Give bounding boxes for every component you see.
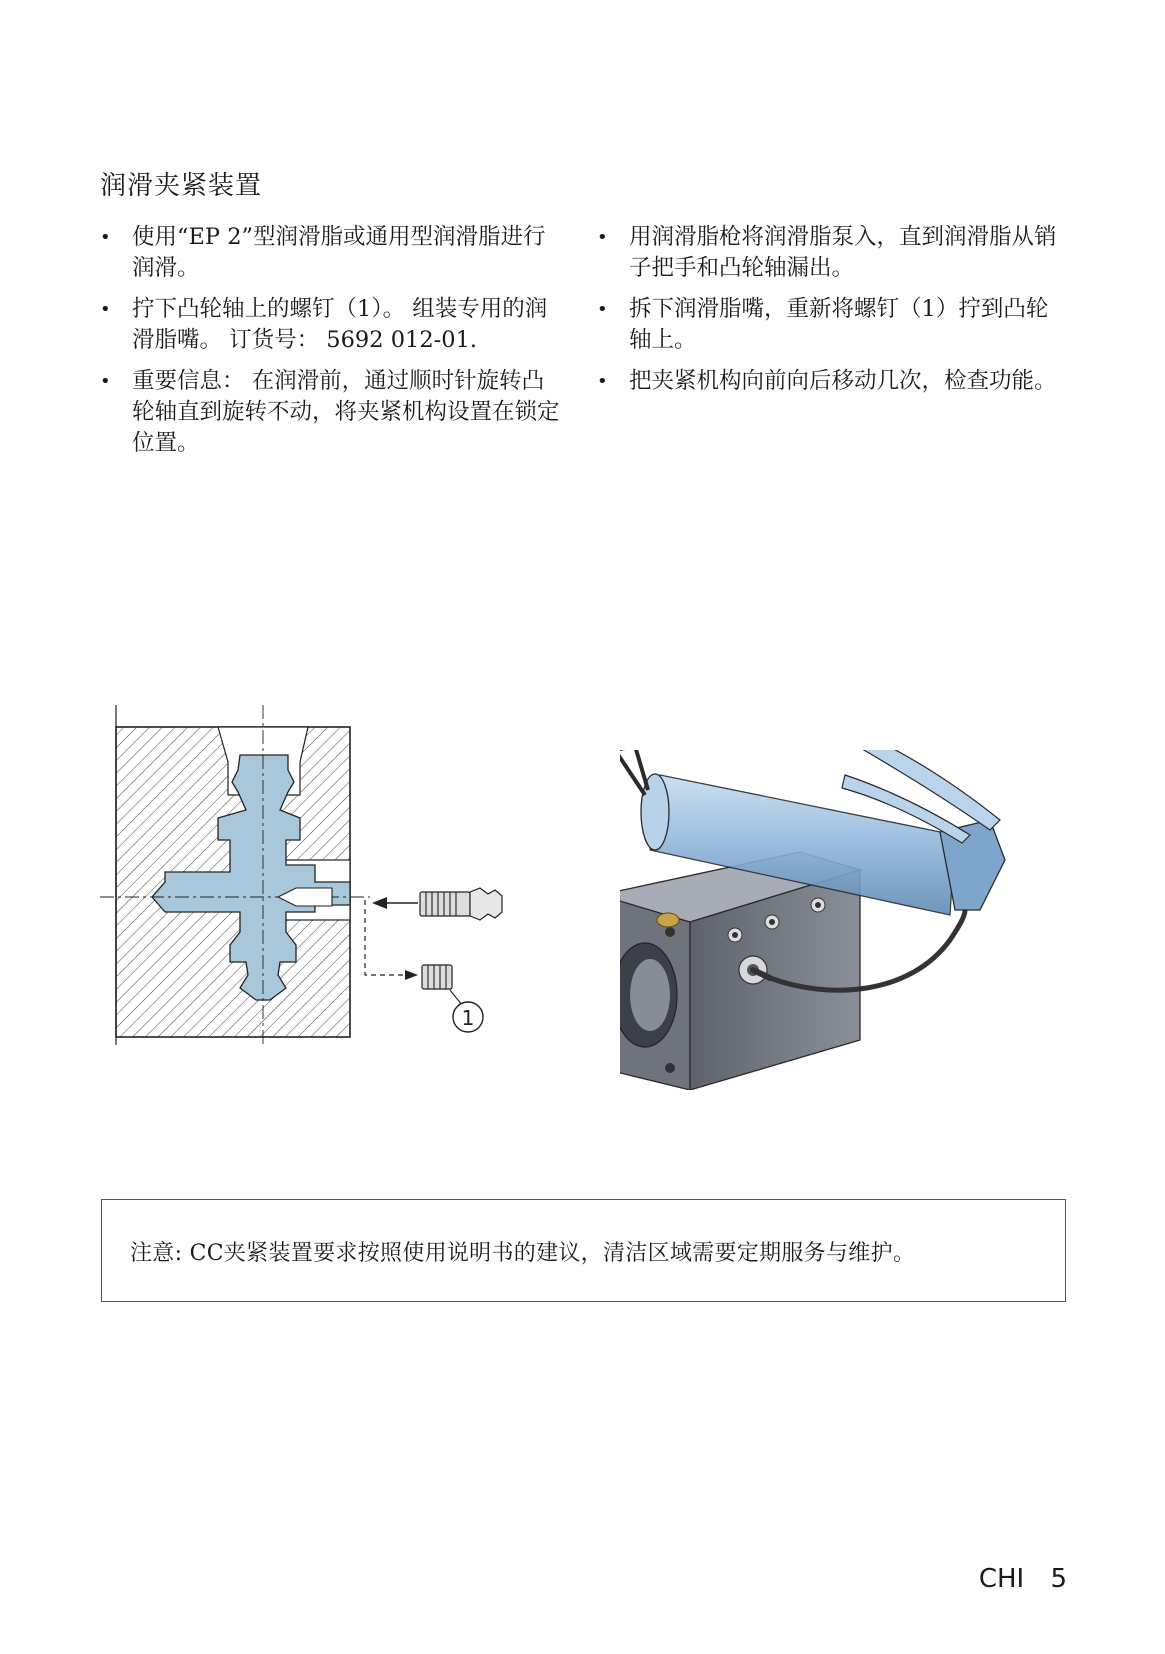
list-item: • 把夹紧机构向前向后移动几次，检查功能。	[597, 366, 1067, 397]
list-item: • 使用“EP 2”型润滑脂或通用型润滑脂进行润滑。	[100, 222, 560, 284]
page-footer	[979, 1564, 1067, 1594]
cross-section-drawing	[100, 700, 540, 1055]
page-title: 润滑夹紧装置	[100, 171, 263, 202]
list-item: • 用润滑脂枪将润滑脂泵入，直到润滑脂从销子把手和凸轮轴漏出。	[597, 222, 1067, 284]
page-number: 5	[1050, 1564, 1067, 1594]
note-box	[101, 1199, 1066, 1302]
list-item: • 拆下润滑脂嘴，重新将螺钉（1）拧到凸轮轴上。	[597, 294, 1067, 356]
footer-language: CHI	[978, 1564, 1025, 1594]
instruction-list-right	[597, 222, 1067, 407]
instruction-list-left	[100, 222, 560, 469]
list-item: • 重要信息： 在润滑前，通过顺时针旋转凸轮轴直到旋转不动，将夹紧机构设置在锁定位置。	[100, 366, 560, 459]
grease-gun-illustration	[620, 750, 1080, 1090]
screw-icon	[422, 965, 452, 989]
callout-label: 1	[461, 1006, 475, 1030]
list-item: • 拧下凸轮轴上的螺钉（1）。 组装专用的润滑脂嘴。 订货号： 5692 012-01.	[100, 294, 560, 356]
grease-nipple-icon	[420, 888, 502, 920]
note-text: 注意: CC夹紧装置要求按照使用说明书的建议，清洁区域需要定期服务与维护。	[130, 1241, 916, 1266]
